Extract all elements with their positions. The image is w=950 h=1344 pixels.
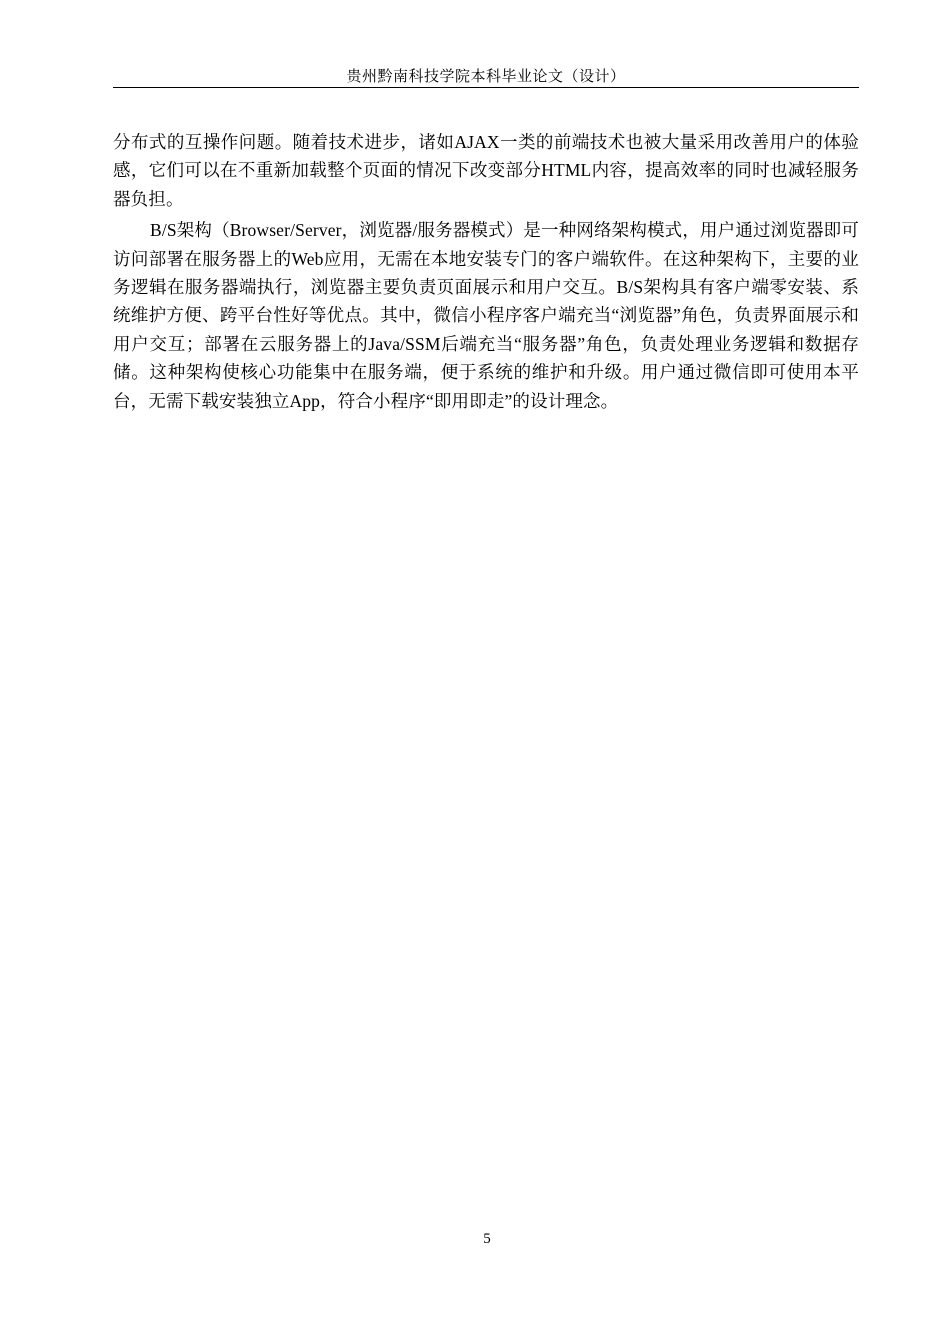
page-header-title: 贵州黔南科技学院本科毕业论文（设计） bbox=[346, 69, 626, 85]
header-divider bbox=[113, 87, 859, 88]
paragraph-2: B/S架构（Browser/Server，浏览器/服务器模式）是一种网络架构模式，用户通过浏览器即可访问部署在服务器上的Web应用，无需在本地安装专门的客户端软件。在这种架构下，主要的业务逻辑在服务器端执行，浏览器主要负责页面展示和用户交互。B/S架构具有客户端零安装、系统维护方便、跨平台性好等优点。其中，微信小程序客户端充当“浏览器”角色，负责界面展示和用户交互；部署在云服务器上的Java/SSM后端充当“服务器”角色，负责处理业务逻辑和数据存储。这种架构使核心功能集中在服务端，便于系统的维护和升级。用户通过微信即可使用本平台，无需下载安装独立App，符合小程序“即用即走”的设计理念。 bbox=[113, 220, 859, 411]
body-text bbox=[113, 128, 859, 415]
paragraph-1: 分布式的互操作问题。随着技术进步，诸如AJAX一类的前端技术也被大量采用改善用户的体验感，它们可以在不重新加载整个页面的情况下改变部分HTML内容，提高效率的同时也减轻服务器负担。 bbox=[113, 132, 859, 209]
page-number: 5 bbox=[483, 1231, 491, 1247]
